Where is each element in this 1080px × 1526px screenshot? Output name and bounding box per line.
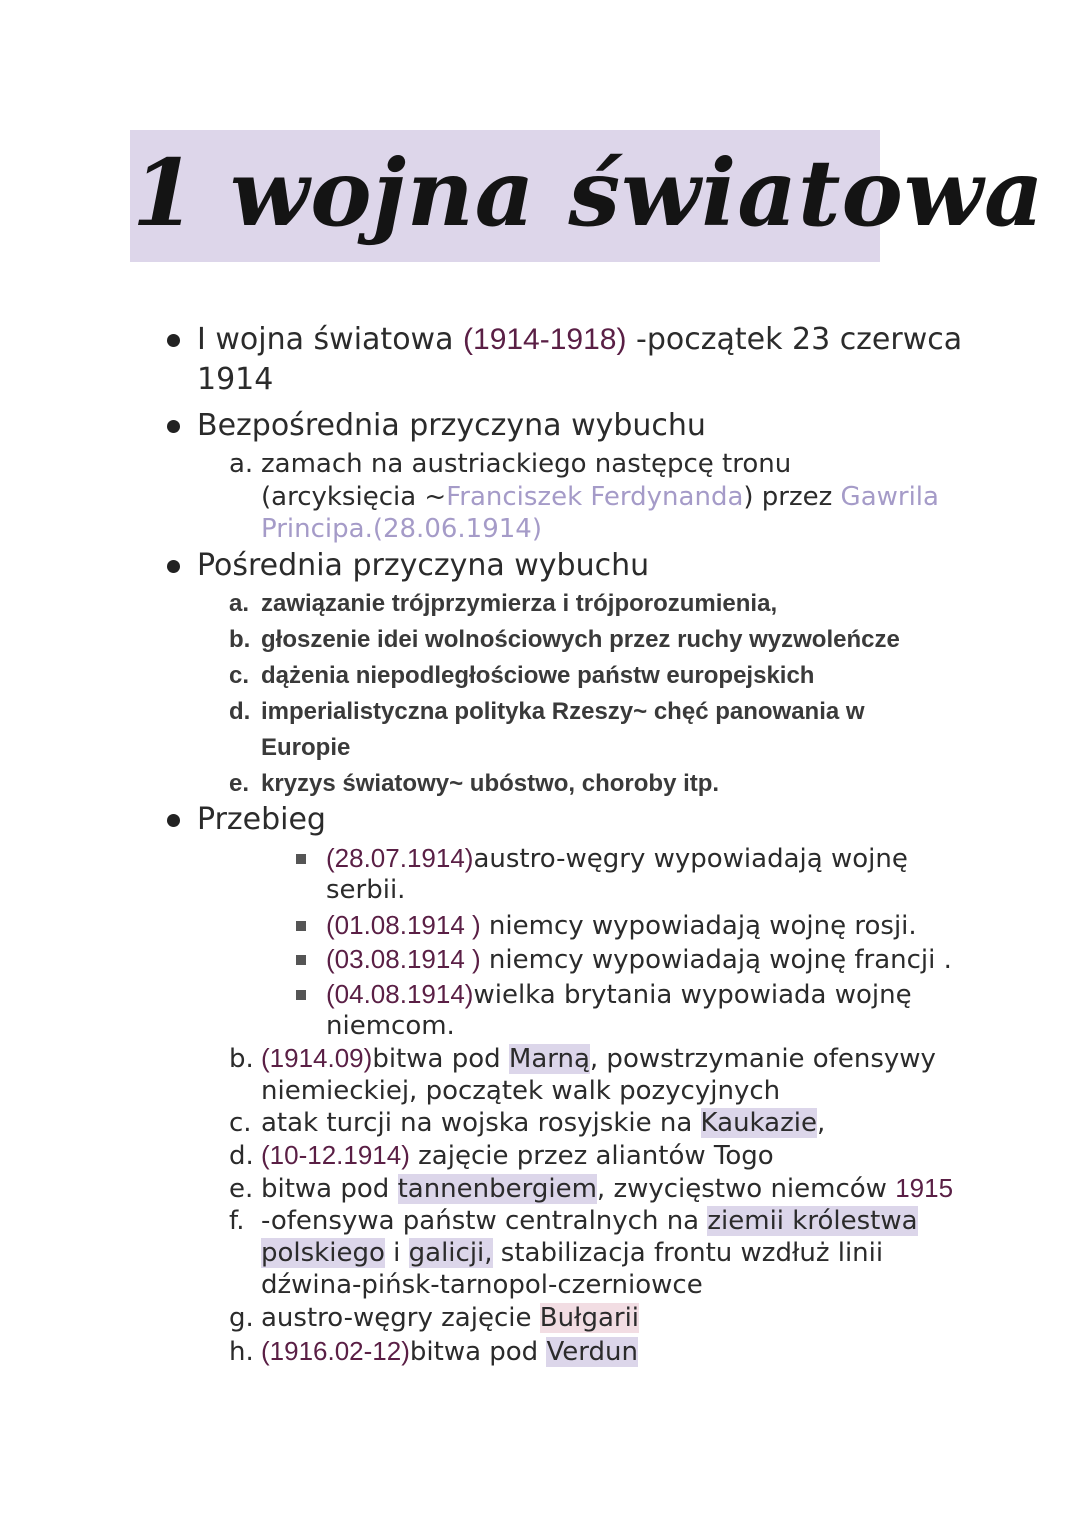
list-item-d: d. (10-12.1914) zajęcie przez aliantów Togo (229, 1140, 774, 1171)
bullet-3-heading: Pośrednia przyczyna wybuchu (197, 548, 650, 583)
bullet-1-cont: 1914 (197, 362, 274, 397)
list-item: e. kryzys światowy~ ubóstwo, choroby itp. (229, 770, 720, 797)
list-item: a. zawiązanie trójprzymierza i trójporozumienia, (229, 590, 778, 617)
bullet-2-heading: Bezpośrednia przyczyna wybuchu (197, 408, 706, 443)
bullet-dot (167, 420, 180, 433)
list-item-f-cont2: dźwina-pińsk-tarnopol-czerniowce (261, 1270, 703, 1300)
square-bullet (296, 990, 306, 1000)
list-item: c. dążenia niepodległościowe państw europejskich (229, 662, 815, 689)
square-bullet (296, 955, 306, 965)
bullet-dot (167, 814, 180, 827)
bullet-2-item-a-cont2: Principa.(28.06.1914) (261, 514, 542, 544)
bullet-2-item-a: a. zamach na austriackiego następcę tronu (229, 449, 792, 479)
sub-item-cont: niemcom. (326, 1011, 455, 1041)
list-item-c: c. atak turcji na wojska rosyjskie na Kaukazie, (229, 1108, 826, 1138)
sub-item: (04.08.1914)wielka brytania wypowiada wojnę (326, 979, 912, 1010)
square-bullet (296, 921, 306, 931)
list-item-b-cont: niemieckiej, początek walk pozycyjnych (261, 1076, 781, 1106)
date: (1914-1918) (463, 323, 627, 356)
list-item-f: f. -ofensywa państw centralnych na ziemii królestwa (229, 1206, 918, 1236)
sub-item: (03.08.1914 ) niemcy wypowiadają wojnę francji . (326, 944, 952, 975)
sub-item: (01.08.1914 ) niemcy wypowiadają wojnę rosji. (326, 910, 917, 941)
list-item-e: e. bitwa pod tannenbergiem, zwycięstwo niemców 1915 (229, 1173, 954, 1204)
bullet-dot (167, 334, 180, 347)
bullet-2-item-a-cont: (arcyksięcia ~Franciszek Ferdynanda) przez Gawrila (261, 482, 939, 512)
list-item-h: h. (1916.02-12)bitwa pod Verdun (229, 1336, 638, 1367)
sub-item: (28.07.1914)austro-węgry wypowiadają wojnę (326, 843, 908, 874)
bullet-4-heading: Przebieg (197, 802, 326, 837)
list-item: b. głoszenie idei wolnościowych przez ruchy wyzwoleńcze (229, 626, 900, 653)
sub-item-cont: serbii. (326, 875, 406, 905)
bullet-dot (167, 560, 180, 573)
page-title: 1 wojna światowa (132, 139, 1045, 247)
list-item-f-cont: polskiego i galicji, stabilizacja frontu wzdłuż linii (261, 1238, 884, 1268)
list-item-g: g. austro-węgry zajęcie Bułgarii (229, 1303, 640, 1333)
square-bullet (296, 854, 306, 864)
list-item-b: b. (1914.09)bitwa pod Marną, powstrzymanie ofensywy (229, 1043, 936, 1074)
list-item: d. imperialistyczna polityka Rzeszy~ chęć panowania w (229, 698, 865, 725)
bullet-1-line: I wojna światowa (1914-1918) -początek 23 czerwca (197, 322, 963, 357)
list-item-cont: Europie (261, 734, 351, 761)
